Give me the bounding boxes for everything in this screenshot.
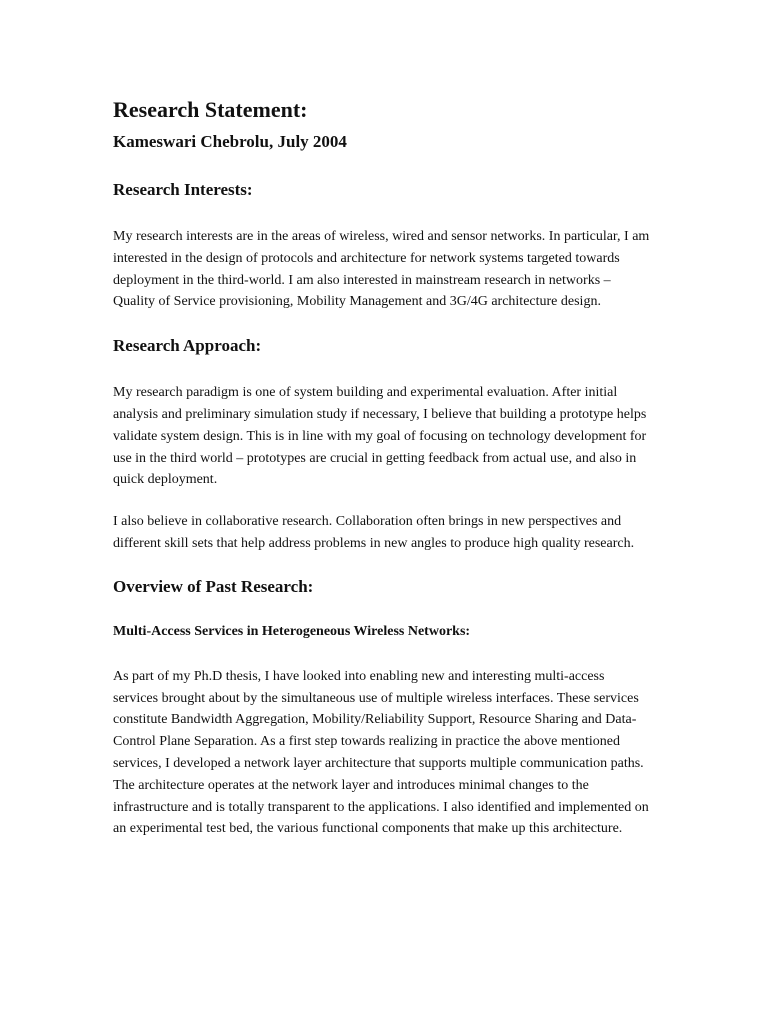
subsection-heading-multi-access-services: Multi-Access Services in Heterogeneous Wireless Networks: [113, 623, 471, 639]
multi-access-services-paragraph: As part of my Ph.D thesis, I have looked into enabling new and interesting multi-access services brought about by the simultaneous use of multiple wireless interfaces. These services constitute Bandwidth Aggregation, Mobility/Reliability Support, Resource Sharing and Data-Control Plane Separation. As a first step towards realizing in practice the above mentioned services, I developed a network layer architecture that supports multiple communication paths. The architecture operates at the network layer and introduces minimal changes to the infrastructure and is totally transparent to the applications. I also identified and implemented on an experimental test bed, the various functional components that make up this architecture. [113, 668, 649, 837]
section-heading-research-interests: Research Interests: [113, 180, 253, 199]
document-title: Research Statement: [113, 97, 308, 122]
research-approach-paragraph-2: I also believe in collaborative research. Collaboration often brings in new perspectives and different skill sets that help address problems in new angles to produce high quality research. [113, 514, 635, 551]
section-heading-overview-past-research: Overview of Past Research: [113, 576, 314, 596]
author-line: Kameswari Chebrolu, July 2004 [113, 132, 347, 151]
research-interests-paragraph: My research interests are in the areas of wireless, wired and sensor networks. In particular, I am interested in the design of protocols and architecture for network systems targeted towards deployment in the third-world. I am also interested in mainstream research in networks – Quality of Service provisioning, Mobility Management and 3G/4G architecture design. [113, 229, 650, 310]
research-approach-paragraph-1: My research paradigm is one of system building and experimental evaluation. After initial analysis and preliminary simulation study if necessary, I believe that building a prototype helps validate system design. This is in line with my goal of focusing on technology development for use in the third world – prototypes are crucial in getting feedback from actual use, and also in quick deployment. [113, 385, 647, 488]
document-body [113, 96, 653, 840]
section-heading-research-approach: Research Approach: [113, 336, 262, 356]
